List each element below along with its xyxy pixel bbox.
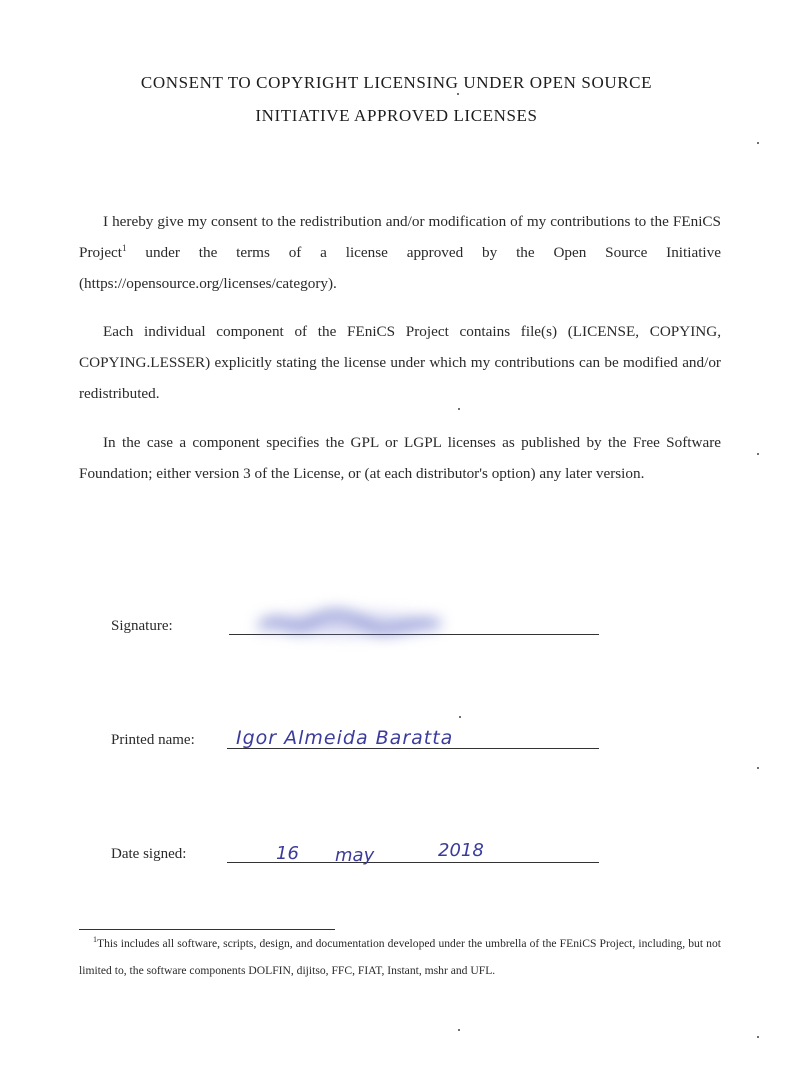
date-month-value: may — [335, 845, 375, 866]
gpl-paragraph-text: In the case a component specifies the GPL or LGPL licenses as published by the Free Software Foundation; either version 3 of the License, or (at each distributor's option) any later version. — [79, 434, 721, 482]
printed-name-value: Igor Almeida Baratta — [236, 727, 454, 749]
scan-speck — [757, 767, 759, 769]
consent-paragraph — [79, 206, 721, 299]
consent-paragraph-text-a: I hereby give my consent to the redistribution and/or modification of my contributions to the FEniCS Project — [79, 213, 721, 261]
footnote-text: This includes all software, scripts, design, and documentation developed under the umbrella of the FEniCS Project, including, but not limited to, the software components DOLFIN, dijitso, FFC, FIAT, Instant, mshr and UFL. — [79, 937, 721, 977]
footnote-mark: 1 — [93, 935, 97, 945]
scan-speck — [459, 716, 461, 718]
title-line-1: CONSENT TO COPYRIGHT LICENSING UNDER OPEN SOURCE — [140, 73, 653, 92]
redacted-signature — [250, 598, 450, 646]
footnote — [79, 930, 721, 984]
license-files-paragraph — [79, 316, 721, 409]
title-line-2: INITIATIVE APPROVED LICENSES — [255, 106, 538, 125]
date-year-value: 2018 — [438, 840, 484, 861]
gpl-paragraph — [79, 427, 721, 489]
date-day-value: 16 — [276, 843, 299, 864]
license-files-paragraph-text: Each individual component of the FEniCS Project contains file(s) (LICENSE, COPYING, COPYING.LESSER) explicitly stating the license under which my contributions can be modified and/or redistributed. — [79, 323, 721, 402]
consent-paragraph-text-b: under the terms of a license approved by the Open Source Initiative (https://opensource.org/licenses/category). — [79, 244, 721, 292]
scan-speck — [458, 408, 460, 410]
printed-name-label: Printed name: — [111, 732, 195, 748]
document-title — [0, 66, 793, 132]
date-signed-label: Date signed: — [111, 846, 187, 862]
scan-speck — [757, 142, 759, 144]
scan-speck — [757, 1036, 759, 1038]
scan-speck — [757, 453, 759, 455]
signature-label: Signature: — [111, 618, 173, 634]
footnote-reference: 1 — [122, 242, 127, 253]
scan-speck — [458, 1029, 460, 1031]
scan-speck — [457, 93, 459, 95]
